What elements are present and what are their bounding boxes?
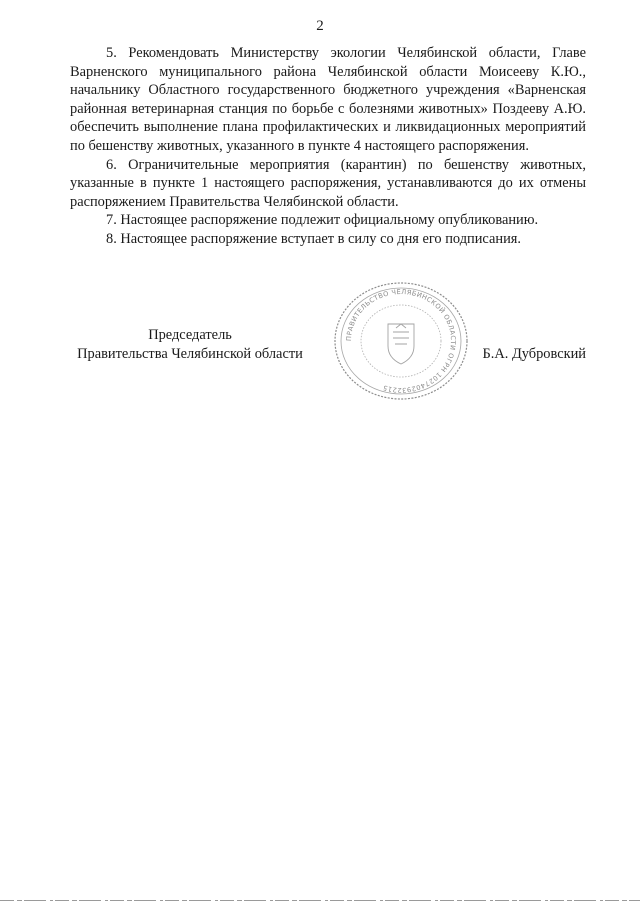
signature-block (70, 326, 586, 366)
paragraph-5: 5. Рекомендовать Министерству экологии Челябинской области, Главе Варненского муниципального района Челябинской области Моисееву К.Ю., начальнику Областного государственного бюджетного учреждения «Варненская районная ветеринарная станция по борьбе с болезнями животных» Поздееву А.Ю. обеспечить выполнение плана профилактических и ликвидационных мероприятий по бешенству животных, указанного в пункте 4 настоящего распоряжения. (70, 45, 586, 154)
seal-text: ПРАВИТЕЛЬСТВО ЧЕЛЯБИНСКОЙ ОБЛАСТИ ОГРН 1027402932215 (344, 287, 458, 395)
scan-artifact-line (0, 899, 640, 902)
signatory-position (70, 326, 310, 363)
paragraph-6: 6. Ограничительные мероприятия (карантин) по бешенству животных, указанные в пункте 1 настоящего распоряжения, устанавливаются до их отмены распоряжением Правительства Челябинской области. (70, 156, 586, 210)
document-body (70, 44, 586, 249)
position-line-1: Председатель (148, 327, 232, 343)
page-number: 2 (316, 18, 324, 34)
paragraph-8: 8. Настоящее распоряжение вступает в силу со дня его подписания. (106, 230, 521, 247)
position-line-2: Правительства Челябинской области (77, 345, 303, 362)
signatory-name: Б.А. Дубровский (482, 345, 586, 362)
paragraph-7: 7. Настоящее распоряжение подлежит официальному опубликованию. (106, 212, 539, 229)
